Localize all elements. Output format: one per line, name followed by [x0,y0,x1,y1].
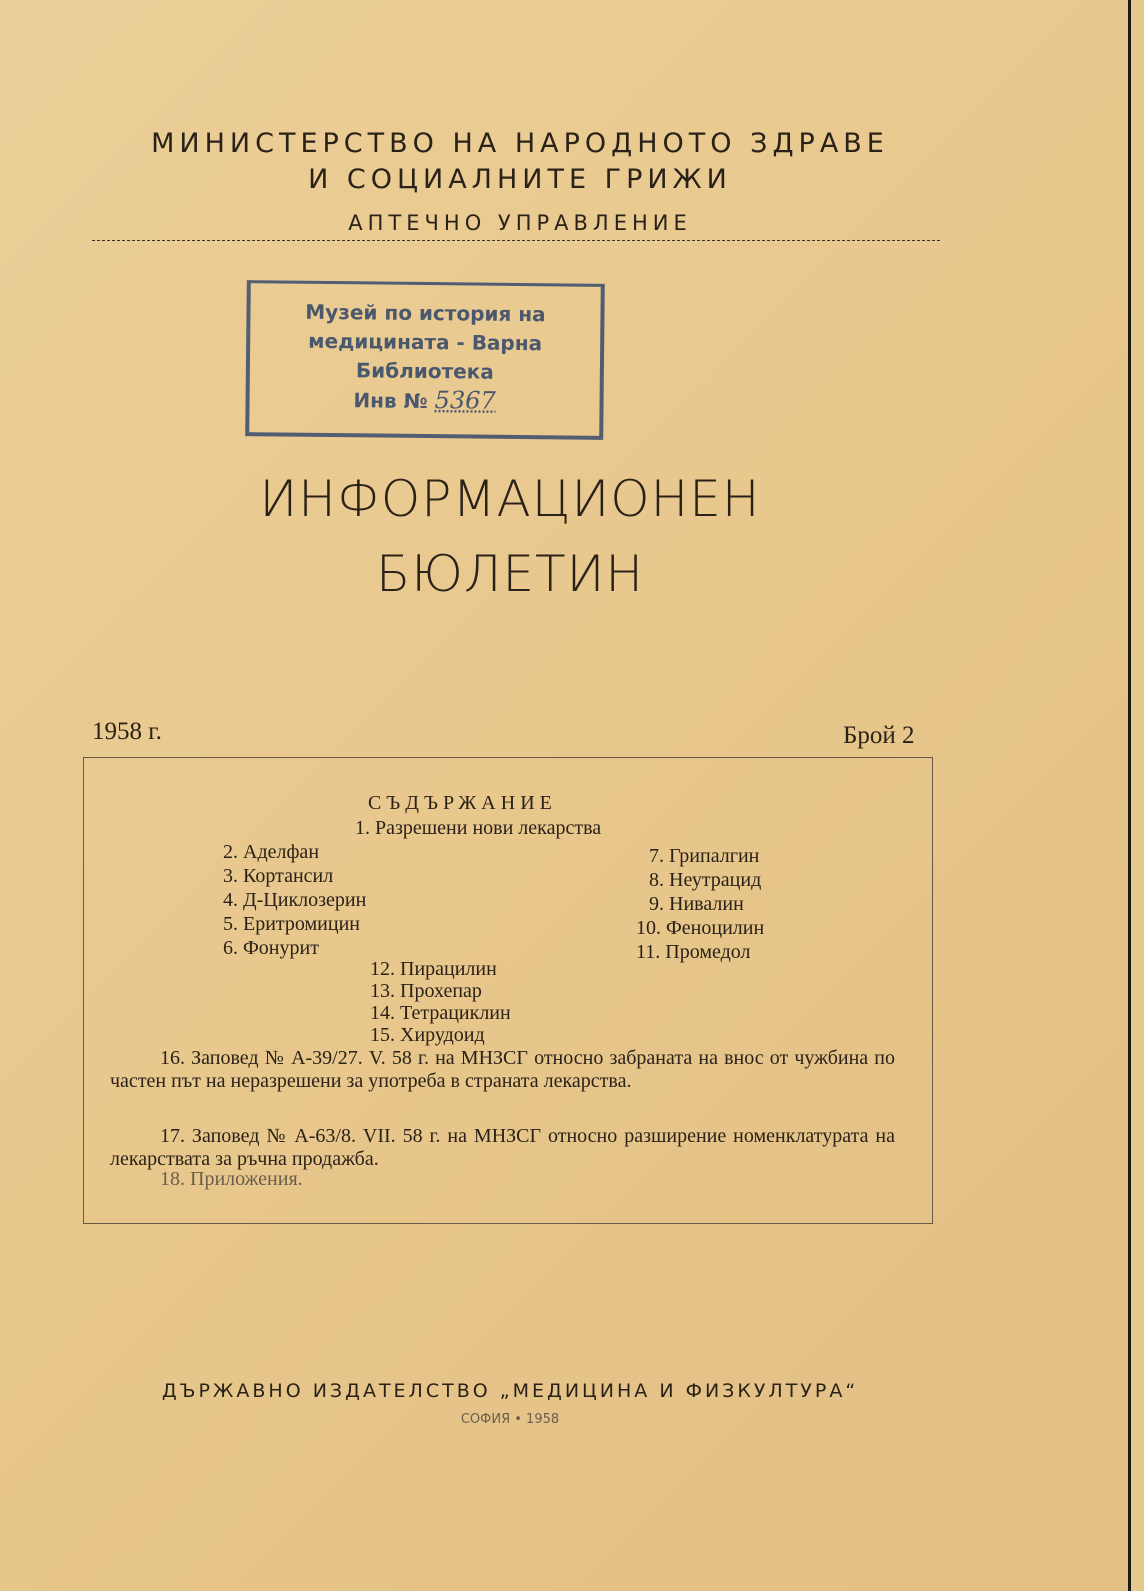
contents-heading: СЪДЪРЖАНИЕ [368,792,557,814]
inventory-number: 5367 [434,386,496,415]
contents-item: 3. Кортансил [223,865,334,887]
contents-item-16: 16. Заповед № А-39/27. V. 58 г. на МНЗСГ относно забраната на внос от чужбина по частен път на неразрешени за употреба в страната лекарства. [110,1047,895,1092]
year: 1958 г. [92,718,162,745]
stamp-line-2: медицината - Варна [308,328,543,356]
contents-left-column [223,840,366,960]
contents-item-1: 1. Разрешени нови лекарства [355,817,602,839]
ministry-line-2: И СОЦИАЛНИТЕ ГРИЖИ [308,164,732,195]
contents-item: 4. Д-Циклозерин [223,889,367,911]
contents-item-17: 17. Заповед № А-63/8. VII. 58 г. на МНЗСГ относно разширение номенклатурата на лекарствата за ръчна продажба. [110,1125,895,1170]
contents-item: 9. Нивалин [649,893,744,915]
contents-item: 14. Тетрациклин [370,1002,511,1024]
publisher: ДЪРЖАВНО ИЗДАТЕЛСТВО „МЕДИЦИНА И ФИЗКУЛТУРА“ [161,1380,859,1402]
contents-right-column [636,844,791,964]
stamp-line-3: Библиотека [355,358,494,384]
contents-center-column [370,958,511,1046]
library-stamp [245,280,605,440]
contents-item: 2. Аделфан [223,841,320,863]
issue-number: Брой 2 [843,722,915,749]
contents-item: 12. Пирацилин [370,958,497,980]
contents-item: 15. Хирудоид [370,1024,485,1046]
contents-item: 13. Прохепар [370,980,482,1002]
contents-item: 10. Феноцилин [636,917,765,939]
place-year: СОФИЯ • 1958 [460,1412,560,1427]
contents-item-18: 18. Приложения. [160,1168,303,1190]
contents-item: 11. Промедол [636,941,751,963]
title-line-1: ИНФОРМАЦИОНЕН [259,470,761,528]
contents-item: 5. Еритромицин [223,913,360,935]
header-divider [92,240,940,241]
stamp-line-1: Музей по история на [305,299,546,327]
contents-item: 8. Неутрацид [649,869,762,891]
ministry-line-1: МИНИСТЕРСТВО НА НАРОДНОТО ЗДРАВЕ [151,128,889,159]
department: АПТЕЧНО УПРАВЛЕНИЕ [348,211,692,235]
contents-item: 7. Грипалгин [649,845,760,867]
stamp-inventory [249,384,599,418]
contents-item: 6. Фонурит [223,937,319,959]
inventory-label: Инв № [353,388,428,414]
title-line-2: БЮЛЕТИН [376,545,644,603]
